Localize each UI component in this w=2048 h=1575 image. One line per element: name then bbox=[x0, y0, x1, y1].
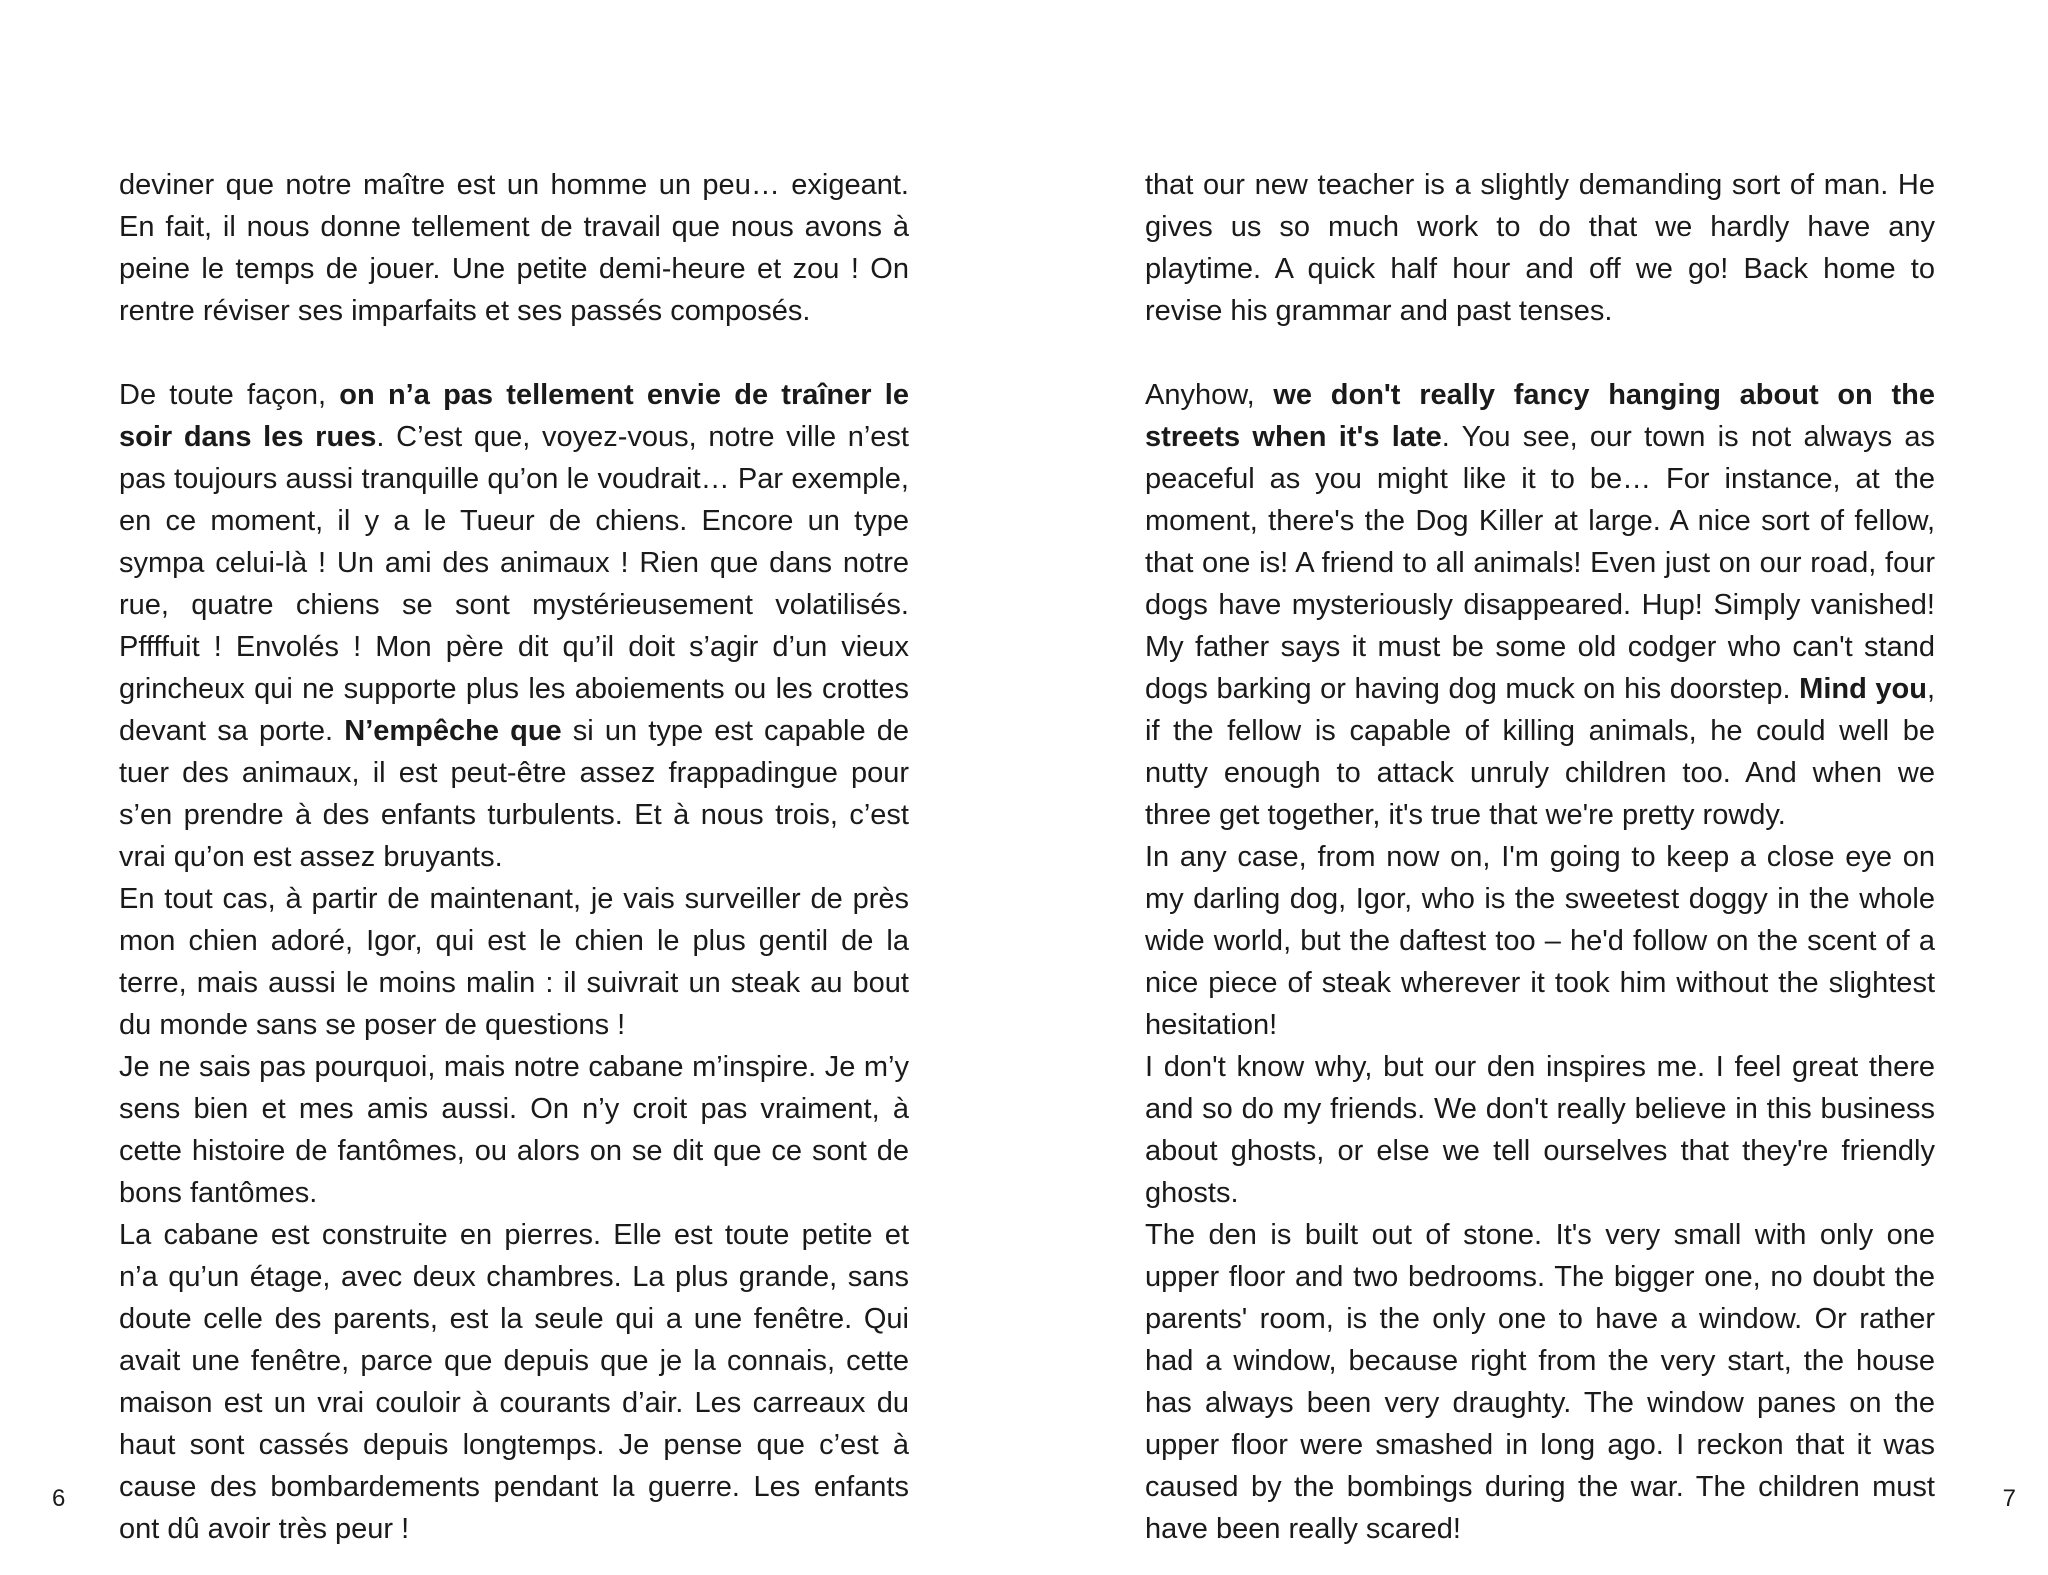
paragraph bbox=[119, 374, 909, 878]
bold-text-segment: we don't really fancy hanging about on the streets when it's late bbox=[1145, 379, 1935, 453]
paragraph bbox=[119, 1046, 909, 1214]
text-segment: The den is built out of stone. It's very small with only one upper floor and two bedrooms. The bigger one, no doubt the parents' room, is the only one to have a window. Or rather had a window, because right from the very start, the house has always been very draughty. The window panes on the upper floor were smashed in long ago. I reckon that it was caused by the bombings during the war. The children must have been really scared! bbox=[1145, 1219, 1935, 1545]
text-segment: , if the fellow is capable of killing animals, he could well be nutty enough to attack unruly children too. And when we three get together, it's true that we're pretty rowdy. bbox=[1145, 673, 1935, 831]
left-page-text-column bbox=[119, 164, 909, 1550]
right-page-text-column bbox=[1145, 164, 1935, 1550]
paragraph bbox=[119, 164, 909, 332]
paragraph bbox=[1145, 1046, 1935, 1214]
text-segment: si un type est capable de tuer des animaux, il est peut-être assez frappadingue pour s’en prendre à des enfants turbulents. Et à nous trois, c’est vrai qu’on est assez bruyants. bbox=[119, 715, 909, 873]
paragraph bbox=[1145, 164, 1935, 332]
paragraph bbox=[1145, 836, 1935, 1046]
page-number: 6 bbox=[52, 1485, 66, 1512]
paragraph bbox=[119, 1214, 909, 1550]
text-segment: deviner que notre maître est un homme un peu… exigeant. En fait, il nous donne tellement de travail que nous avons à peine le temps de jouer. Une petite demi-heure et zou ! On rentre réviser ses imparfaits et ses passés composés. bbox=[119, 169, 909, 327]
paragraph bbox=[1145, 374, 1935, 836]
bold-text-segment: Mind you bbox=[1799, 673, 1927, 705]
paragraph bbox=[1145, 1214, 1935, 1550]
text-segment: De toute façon, bbox=[119, 379, 340, 411]
text-segment: . You see, our town is not always as peaceful as you might like it to be… For instance, at the moment, there's the Dog Killer at large. A nice sort of fellow, that one is! A friend to all animals! Even just on our road, four dogs have mysteriously disappeared. Hup! Simply vanished! My father says it must be some old codger who can't stand dogs barking or having dog muck on his doorstep. bbox=[1145, 421, 1935, 705]
text-segment: En tout cas, à partir de maintenant, je vais surveiller de près mon chien adoré, Igor, qui est le chien le plus gentil de la terre, mais aussi le moins malin : il suivrait un steak au bout du monde sans se poser de questions ! bbox=[119, 883, 909, 1041]
page-number: 7 bbox=[2002, 1485, 2016, 1512]
bold-text-segment: on n’a pas tellement envie de traîner le soir dans les rues bbox=[119, 379, 909, 453]
paragraph bbox=[119, 878, 909, 1046]
text-segment: Je ne sais pas pourquoi, mais notre cabane m’inspire. Je m’y sens bien et mes amis aussi. On n’y croit pas vraiment, à cette histoire de fantômes, ou alors on se dit que ce sont de bons fantômes. bbox=[119, 1051, 909, 1209]
text-segment: that our new teacher is a slightly demanding sort of man. He gives us so much work to do that we hardly have any playtime. A quick half hour and off we go! Back home to revise his grammar and past tenses. bbox=[1145, 169, 1935, 327]
text-segment: Anyhow, bbox=[1145, 379, 1274, 411]
text-segment: I don't know why, but our den inspires me. I feel great there and so do my friends. We don't really believe in this business about ghosts, or else we tell ourselves that they're friendly ghosts. bbox=[1145, 1051, 1935, 1209]
text-segment: La cabane est construite en pierres. Elle est toute petite et n’a qu’un étage, avec deux chambres. La plus grande, sans doute celle des parents, est la seule qui a une fenêtre. Qui avait une fenêtre, parce que depuis que je la connais, cette maison est un vrai couloir à courants d’air. Les carreaux du haut sont cassés depuis longtemps. Je pense que c’est à cause des bombardements pendant la guerre. Les enfants ont dû avoir très peur ! bbox=[119, 1219, 909, 1545]
right-page bbox=[1024, 0, 2048, 1575]
bold-text-segment: N’empêche que bbox=[344, 715, 562, 747]
text-segment: . C’est que, voyez-vous, notre ville n’est pas toujours aussi tranquille qu’on le voudrait… Par exemple, en ce moment, il y a le Tueur de chiens. Encore un type sympa celui-là ! Un ami des animaux ! Rien que dans notre rue, quatre chiens se sont mystérieusement volatilisés. Pffffuit ! Envolés ! Mon père dit qu’il doit s’agir d’un vieux grincheux qui ne supporte plus les aboiements ou les crottes devant sa porte. bbox=[119, 421, 909, 747]
text-segment: In any case, from now on, I'm going to keep a close eye on my darling dog, Igor, who is the sweetest doggy in the whole wide world, but the daftest too – he'd follow on the scent of a nice piece of steak wherever it took him without the slightest hesitation! bbox=[1145, 841, 1935, 1041]
